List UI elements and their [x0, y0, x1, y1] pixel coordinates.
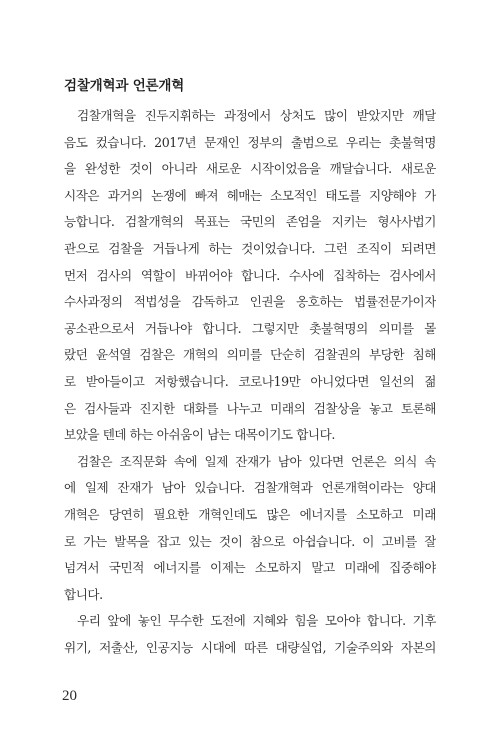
text-line: 먼저 검사의 역할이 바뀌어야 합니다. 수사에 집착하는 검사에서 [64, 267, 436, 283]
text-line: 개혁은 당연히 필요한 개혁인데도 많은 에너지를 소모하고 미래 [64, 506, 436, 522]
text-line: 보았을 텐데 하는 아쉬움이 남는 대목이기도 합니다. [64, 427, 335, 443]
text-line: 은 검사들과 진지한 대화를 나누고 미래의 검찰상을 놓고 토론해 [64, 400, 436, 416]
text-line: 로 가는 발목을 잡고 있는 것이 참으로 아쉽습니다. 이 고비를 잘 [64, 533, 436, 549]
text-line: 넘겨서 국민적 에너지를 이제는 소모하지 말고 미래에 집중해야 [64, 560, 436, 576]
text-line: 수사과정의 적법성을 감독하고 인권을 옹호하는 법률전문가이자 [64, 294, 436, 310]
text-line: 랐던 윤석열 검찰은 개혁의 의미를 단순히 검찰권의 부당한 침해 [64, 347, 436, 363]
text-line: 능합니다. 검찰개혁의 목표는 국민의 존엄을 지키는 형사사법기 [64, 214, 436, 230]
text-line: 위기, 저출산, 인공지능 시대에 따른 대량실업, 기술주의와 자본의 [64, 639, 436, 655]
body-text [64, 103, 436, 661]
text-line: 시작은 과거의 논쟁에 빠져 헤매는 소모적인 태도를 지양해야 가 [64, 187, 436, 203]
text-line: 관으로 검찰을 거듭나게 하는 것이었습니다. 그런 조직이 되려면 [64, 240, 436, 256]
text-line: 음도 컸습니다. 2017년 문재인 정부의 출범으로 우리는 촛불혁명 [64, 134, 436, 150]
text-line: 에 일제 잔재가 남아 있습니다. 검찰개혁과 언론개혁이라는 양대 [64, 480, 436, 496]
text-line: 검찰은 조직문화 속에 일제 잔재가 남아 있다면 언론은 의식 속 [77, 453, 436, 469]
text-line: 로 받아들이고 저항했습니다. 코로나19만 아니었다면 일선의 젊 [64, 373, 436, 389]
text-line: 을 완성한 것이 아니라 새로운 시작이었음을 깨달습니다. 새로운 [64, 161, 436, 177]
text-line: 검찰개혁을 진두지휘하는 과정에서 상처도 많이 받았지만 깨달 [77, 108, 436, 123]
page-number: 20 [62, 688, 77, 704]
text-line: 합니다. [64, 586, 103, 602]
text-line: 공소관으로서 거듭나야 합니다. 그렇지만 촛불혁명의 의미를 몰 [64, 320, 436, 336]
text-line: 우리 앞에 놓인 무수한 도전에 지혜와 힘을 모아야 합니다. 기후 [77, 613, 436, 629]
section-heading: 검찰개혁과 언론개혁 [64, 78, 185, 94]
